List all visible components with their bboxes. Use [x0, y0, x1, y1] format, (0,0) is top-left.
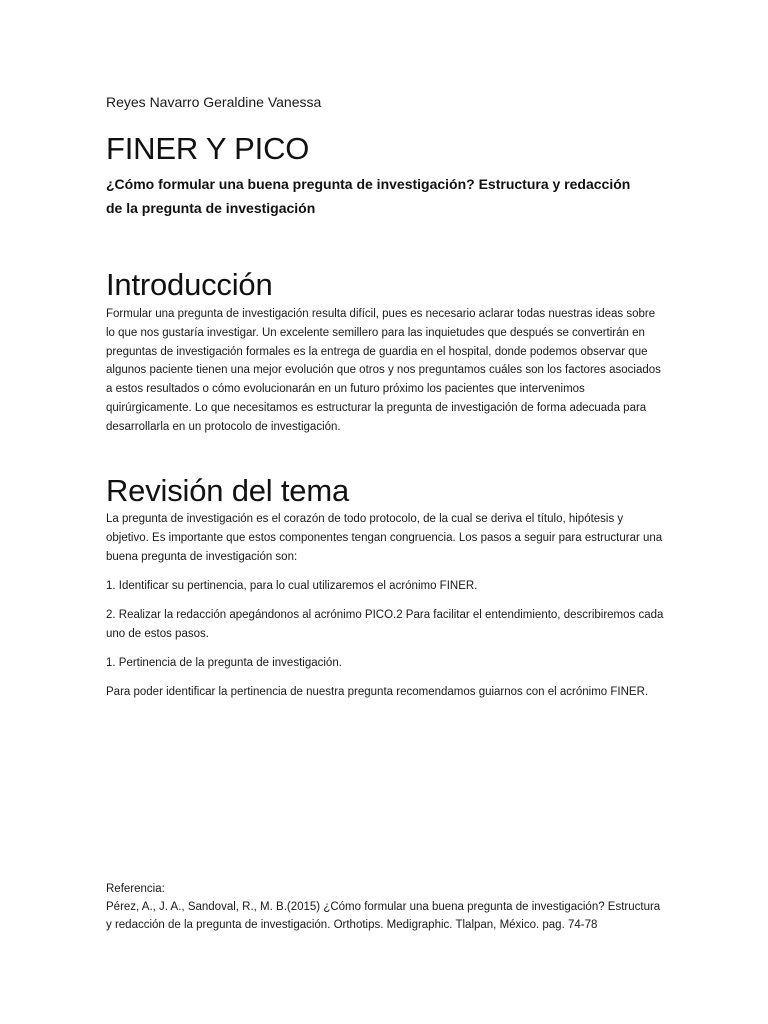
review-step-1: 1. Identificar su pertinencia, para lo cual utilizaremos el acrónimo FINER.: [106, 580, 478, 592]
review-paragraph: La pregunta de investigación es el corazón de todo protocolo, de la cual se deriva el título, hipótesis y objetivo. Es importante que estos componentes tengan congruencia. Los pasos a seguir para estructurar una buena pregunta de investigación son:: [106, 513, 663, 563]
pertinence-heading: 1. Pertinencia de la pregunta de investigación.: [106, 657, 342, 669]
pertinence-paragraph: Para poder identificar la pertinencia de nuestra pregunta recomendamos guiarnos con el acrónimo FINER.: [106, 686, 649, 698]
introduction-heading: Introducción: [106, 267, 273, 302]
document-title: FINER Y PICO: [106, 131, 310, 166]
review-heading: Revisión del tema: [106, 473, 349, 508]
document-subtitle: ¿Cómo formular una buena pregunta de investigación? Estructura y redacción de la pregunta de investigación: [106, 176, 631, 216]
reference-text: Pérez, A., J. A., Sandoval, R., M. B.(2015) ¿Cómo formular una buena pregunta de investigación? Estructura y redacción de la pregunta de investigación. Orthotips. Medigraphic. Tlalpan, México. pag. 74-78: [106, 901, 661, 931]
review-step-2: 2. Realizar la redacción apegándonos al acrónimo PICO.2 Para facilitar el entendimiento, describiremos cada uno de estos pasos.: [106, 609, 664, 640]
author-name: Reyes Navarro Geraldine Vanessa: [106, 94, 322, 110]
introduction-paragraph: Formular una pregunta de investigación resulta difícil, pues es necesario aclarar todas nuestras ideas sobre lo que nos gustaría investigar. Un excelente semillero para las inquietudes que después se convertirán en preguntas de investigación formales es la entrega de guardia en el hospital, donde podemos observar que algunos paciente tienen una mejor evolución que otros y nos preguntamos cuáles son los factores asociados a estos resultados o cómo evolucionarán en un futuro próximo los pacientes que intervenimos quirúrgicamente. Lo que necesitamos es estructurar la pregunta de investigación de forma adecuada para desarrollarla en un protocolo de investigación.: [106, 308, 661, 433]
reference-label: Referencia:: [106, 883, 165, 895]
